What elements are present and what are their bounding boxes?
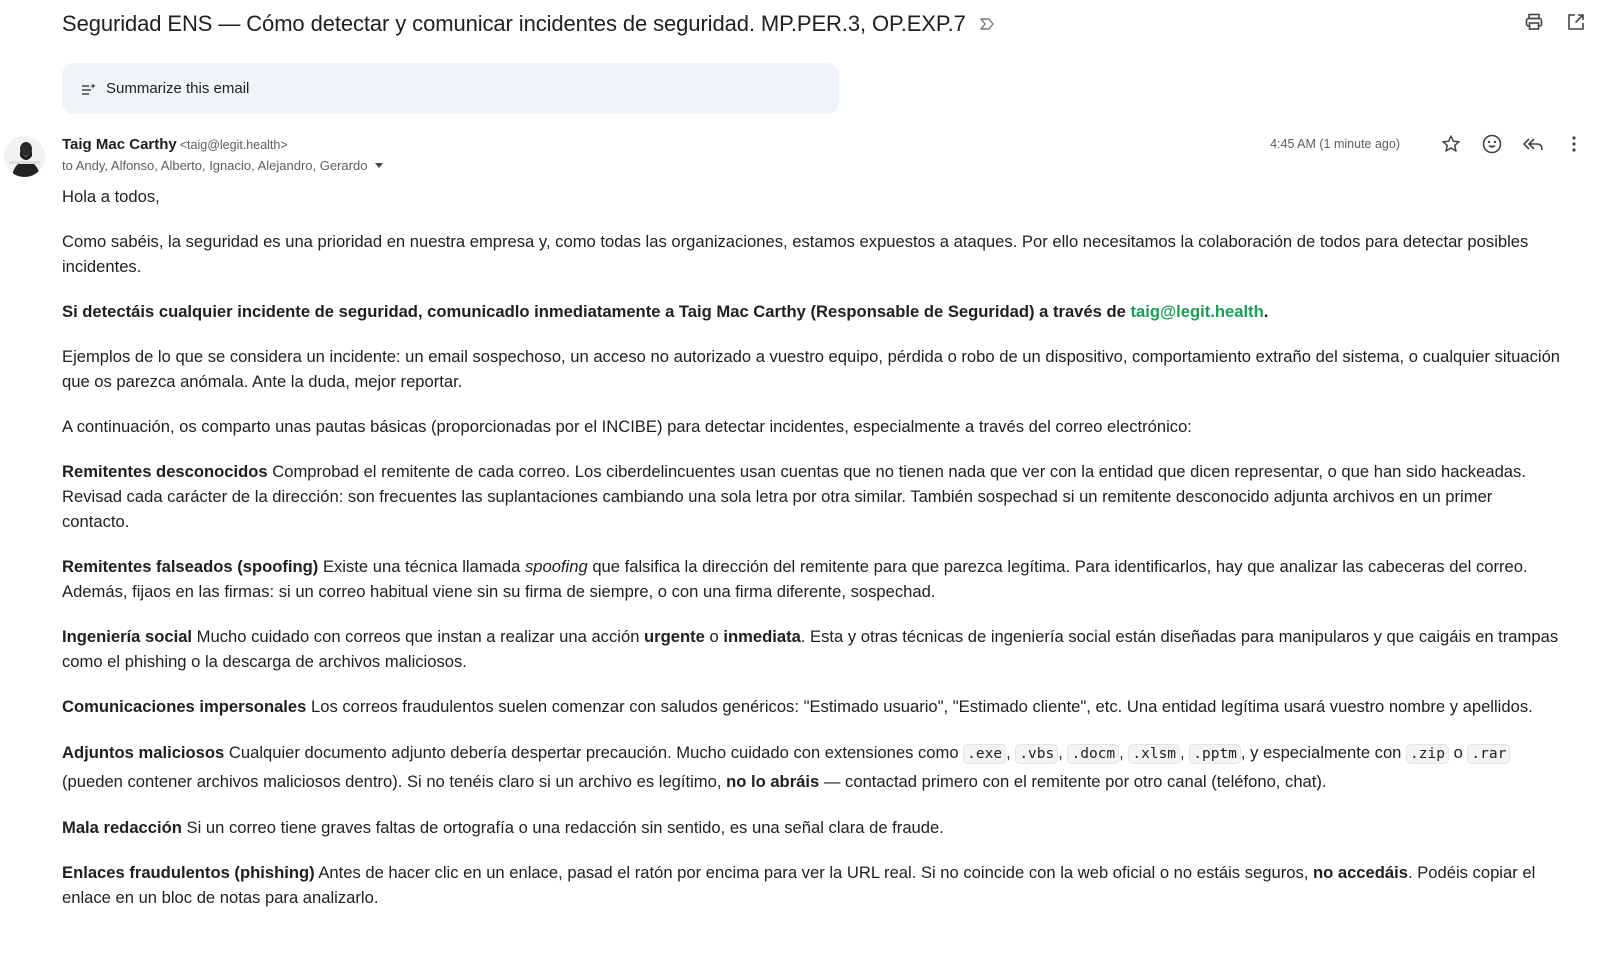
body-paragraph — [62, 299, 1562, 324]
italic-text: spoofing — [524, 557, 588, 576]
sender-email: <taig@legit.health> — [179, 138, 288, 152]
star-icon[interactable] — [1439, 132, 1463, 156]
text: o — [1448, 743, 1468, 762]
body-paragraph — [62, 229, 1562, 279]
text: , — [1180, 743, 1190, 762]
label-importance-icon[interactable] — [978, 15, 996, 33]
bold-text: Enlaces fraudulentos (phishing) — [62, 863, 315, 882]
text: o — [704, 627, 724, 646]
bold-text: no accedáis — [1312, 863, 1408, 882]
body-paragraph — [62, 459, 1562, 534]
text: A continuación, os comparto unas pautas básicas (proporcionadas por el INCIBE) para detectar incidentes, especialmente a través del correo electrónico: — [62, 417, 1192, 436]
bold-text: Ingeniería social — [62, 627, 193, 646]
text: Los correos fraudulentos suelen comenzar con saludos genéricos: "Estimado usuario", "Estimado cliente", etc. Una entidad legítima usará vuestro nombre y apellidos. — [306, 697, 1533, 716]
text: , — [1058, 743, 1068, 762]
text: Cualquier documento adjunto debería despertar precaución. Mucho cuidado con extensiones como — [224, 743, 964, 762]
sender-avatar[interactable] — [4, 136, 45, 177]
bold-text: . — [1263, 302, 1269, 321]
text: Ejemplos de lo que se considera un incidente: un email sospechoso, un acceso no autorizado a vuestro equipo, pérdida o robo de un dispositivo, comportamiento extraño del sistema, o cualquier situación que os parezca anómala. Ante la duda, mejor reportar. — [62, 347, 1561, 391]
sender-block — [62, 136, 383, 173]
body-paragraph — [62, 815, 1562, 840]
body-paragraph — [62, 344, 1562, 394]
thread-actions — [1522, 10, 1588, 34]
file-extension-code: .exe — [963, 744, 1006, 764]
bold-text: urgente — [644, 627, 705, 646]
file-extension-code: .docm — [1067, 744, 1119, 764]
body-paragraph — [62, 554, 1562, 604]
message-actions — [1270, 132, 1586, 156]
email-link[interactable]: taig@legit.health — [1130, 302, 1264, 321]
text: , — [1119, 743, 1129, 762]
recipients-list: to Andy, Alfonso, Alberto, Ignacio, Alejandro, Gerardo — [62, 158, 368, 173]
file-extension-code: .xlsm — [1128, 744, 1180, 764]
text: . Esta y otras técnicas de ingeniería social están diseñadas para manipularos y que caigáis en trampas como el phishing o la descarga de archivos maliciosos. — [62, 627, 1559, 671]
text: Comprobad el remitente de cada correo. Los ciberdelincuentes usan cuentas que no tienen nada que ver con la entidad que dicen representar, o que han sido hackeadas. Revisad cada carácter de la dirección: son frecuentes las suplantaciones cambiando una sola letra por otra similar. También sospechad si un remitente desconocido adjunta archivos en un primer contacto. — [62, 462, 1526, 531]
text: , y especialmente con — [1240, 743, 1407, 762]
text: Mucho cuidado con correos que instan a realizar una acción — [192, 627, 645, 646]
body-paragraph — [62, 860, 1562, 910]
email-body — [62, 184, 1562, 930]
summarize-email-button[interactable] — [62, 63, 839, 114]
print-icon[interactable] — [1522, 10, 1546, 34]
body-paragraph — [62, 414, 1562, 439]
summarize-label: Summarize this email — [106, 80, 250, 97]
file-extension-code: .zip — [1406, 744, 1449, 764]
file-extension-code: .rar — [1467, 744, 1510, 764]
body-paragraphs — [62, 229, 1562, 910]
text: Como sabéis, la seguridad es una prioridad en nuestra empresa y, como todas las organizaciones, estamos expuestos a ataques. Por ello necesitamos la colaboración de todos para detectar posibles incidentes. — [62, 232, 1529, 276]
reply-all-icon[interactable] — [1521, 132, 1545, 156]
text: Si un correo tiene graves faltas de ortografía o una redacción sin sentido, es una señal clara de fraude. — [181, 818, 944, 837]
text: Existe una técnica llamada — [318, 557, 525, 576]
text: (pueden contener archivos maliciosos dentro). Si no tenéis claro si un archivo es legítimo, — [62, 772, 727, 791]
bold-text: no lo abráis — [726, 772, 820, 791]
file-extension-code: .vbs — [1015, 744, 1058, 764]
bold-text: inmediata — [723, 627, 801, 646]
timestamp: 4:45 AM (1 minute ago) — [1270, 137, 1400, 151]
subject-row — [62, 8, 1600, 40]
email-subject: Seguridad ENS — Cómo detectar y comunicar incidentes de seguridad. MP.PER.3, OP.EXP.7 — [62, 11, 966, 36]
file-extension-code: .pptm — [1189, 744, 1241, 764]
summarize-sparkle-icon — [80, 80, 98, 98]
body-paragraph — [62, 694, 1562, 719]
bold-text: Comunicaciones impersonales — [62, 697, 307, 716]
bold-text: Mala redacción — [62, 818, 182, 837]
open-in-new-window-icon[interactable] — [1564, 10, 1588, 34]
bold-text: Adjuntos maliciosos — [62, 743, 225, 762]
sender-name[interactable]: Taig Mac Carthy — [62, 136, 177, 153]
body-paragraph — [62, 624, 1562, 674]
body-paragraph — [62, 739, 1562, 795]
greeting: Hola a todos, — [62, 187, 160, 206]
text: Antes de hacer clic en un enlace, pasad el ratón por encima para ver la URL real. Si no coincide con la web oficial o no estáis seguros, — [314, 863, 1313, 882]
emoji-reaction-icon[interactable] — [1480, 132, 1504, 156]
text: , — [1006, 743, 1016, 762]
bold-text: Remitentes desconocidos — [62, 462, 268, 481]
more-vert-icon[interactable] — [1562, 132, 1586, 156]
bold-text: Si detectáis cualquier incidente de seguridad, comunicadlo inmediatamente a Taig Mac Carthy (Responsable de Seguridad) a través de — [62, 302, 1131, 321]
text: — contactad primero con el remitente por otro canal (teléfono, chat). — [819, 772, 1327, 791]
recipients-toggle[interactable] — [62, 158, 383, 173]
chevron-down-icon — [375, 163, 383, 168]
text: que falsifica la dirección del remitente para que parezca legítima. Para identificarlos, hay que analizar las cabeceras del correo. Además, fijaos en las firmas: si un correo habitual viene sin su firma de siempre, o con una firma diferente, sospechad. — [62, 557, 1528, 601]
bold-text: Remitentes falseados (spoofing) — [62, 557, 319, 576]
text: . Podéis copiar el enlace en un bloc de notas para analizarlo. — [62, 863, 1536, 907]
